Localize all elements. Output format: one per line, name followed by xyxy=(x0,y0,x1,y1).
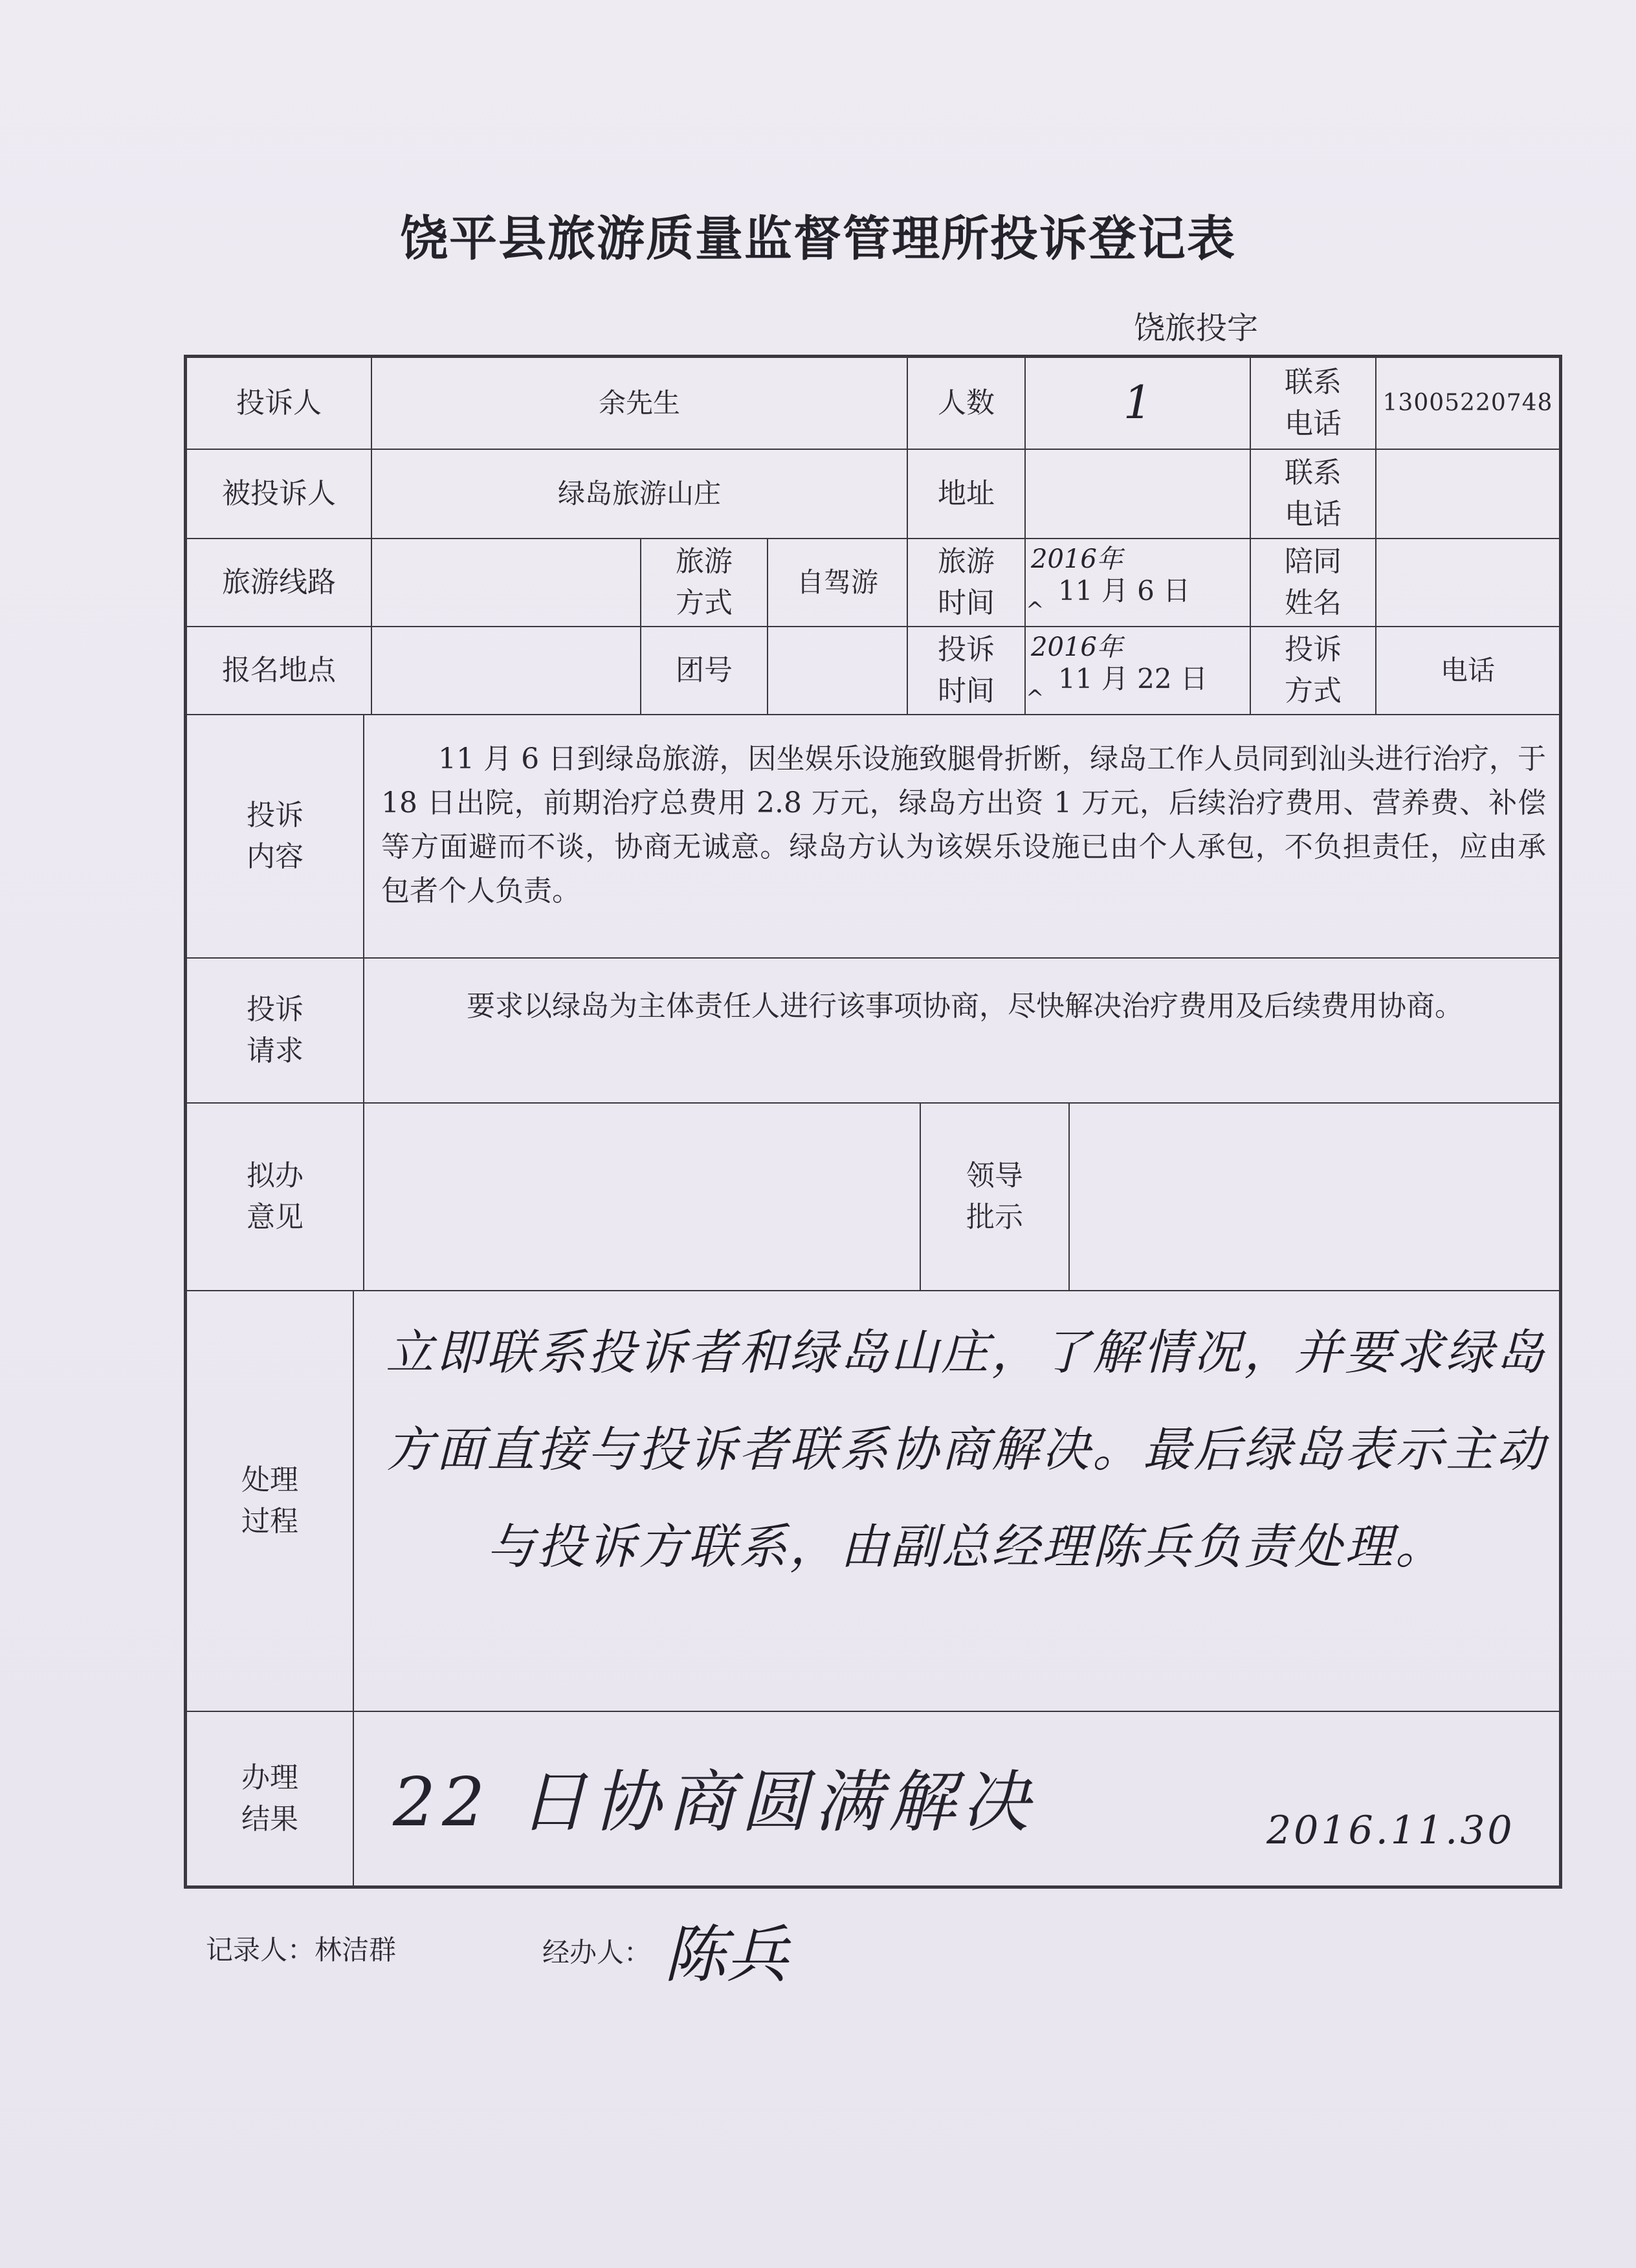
label-group-number: 团号 xyxy=(640,626,768,715)
value-complaint-request: 要求以绿岛为主体责任人进行该事项协商，尽快解决治疗费用及后续费用协商。 xyxy=(467,990,1463,1023)
label-complainant: 投诉人 xyxy=(186,357,372,450)
label-respondent: 被投诉人 xyxy=(186,449,372,539)
label-companion-name: 陪同 姓名 xyxy=(1250,538,1376,627)
value-handling-result-date-handwritten: 2016.11.30 xyxy=(1266,1808,1515,1853)
label-complaint-request: 投诉 请求 xyxy=(186,957,364,1104)
label-travel-mode: 旅游 方式 xyxy=(640,538,768,627)
travel-time-year-handwritten: 2016年 xyxy=(1031,544,1123,574)
value-address xyxy=(1024,449,1251,539)
value-travel-mode: 自驾游 xyxy=(767,538,908,627)
label-complaint-time: 投诉 时间 xyxy=(907,626,1026,715)
value-tour-route xyxy=(371,538,641,627)
complaint-form-table xyxy=(184,355,1562,1889)
recorder-label: 记录人： xyxy=(206,1934,315,1966)
value-group-number xyxy=(767,626,908,715)
value-contact-phone: 13005220748 xyxy=(1375,357,1560,450)
recorder-field xyxy=(206,1929,396,1968)
value-leader-instruction xyxy=(1068,1102,1560,1291)
value-respondent: 绿岛旅游山庄 xyxy=(371,449,908,539)
label-contact-phone-respondent: 联系 电话 xyxy=(1250,449,1376,539)
label-tour-route: 旅游线路 xyxy=(186,538,372,627)
label-leader-instruction: 领导 批示 xyxy=(920,1102,1070,1291)
value-handling-process-handwritten: 立即联系投诉者和绿岛山庄，了解情况，并要求绿岛方面直接与投诉者联系协商解决。最后绿岛表示主动与投诉方联系，由副总经理陈兵负责处理。 xyxy=(386,1325,1547,1575)
value-contact-phone-respondent xyxy=(1375,449,1560,539)
handling-result-cell xyxy=(353,1711,1560,1887)
label-handling-process: 处理 过程 xyxy=(186,1290,354,1712)
value-complaint-time-cell xyxy=(1024,626,1251,715)
label-people-count: 人数 xyxy=(907,357,1026,450)
value-complaint-method: 电话 xyxy=(1375,626,1560,715)
value-travel-time-cell xyxy=(1024,538,1251,627)
value-people-count: 1 xyxy=(1024,357,1251,450)
handler-label: 经办人： xyxy=(542,1937,652,1968)
label-complaint-content: 投诉 内容 xyxy=(186,714,364,959)
handling-process-cell xyxy=(353,1290,1560,1712)
label-contact-phone: 联系 电话 xyxy=(1250,357,1376,450)
value-complaint-content: 11 月 6 日到绿岛旅游，因坐娱乐设施致腿骨折断，绿岛工作人员同到汕头进行治疗，于 18 日出院，前期治疗总费用 2.8 万元，绿岛方出资 1 万元，后续治疗费用、营养费、补偿等方面避而不谈，协商无诚意。绿岛方认为该娱乐设施已由个人承包，不负担责任，应由承包者个人负责。 xyxy=(381,742,1546,907)
complaint-time-year-handwritten: 2016年 xyxy=(1031,632,1123,662)
label-address: 地址 xyxy=(907,449,1026,539)
value-handling-result-handwritten: 22 日协商圆满解决 xyxy=(393,1762,1036,1841)
label-proposed-opinion: 拟办 意见 xyxy=(186,1102,364,1291)
value-proposed-opinion xyxy=(363,1102,921,1291)
value-signup-place xyxy=(371,626,641,715)
value-travel-time: 11 月 6 日 xyxy=(1058,575,1191,606)
value-complainant: 余先生 xyxy=(371,357,908,450)
page-title: 饶平县旅游质量监督管理所投诉登记表 xyxy=(400,211,1236,267)
complaint-request-cell xyxy=(363,957,1560,1104)
value-complaint-time: 11 月 22 日 xyxy=(1058,663,1208,695)
complaint-content-cell xyxy=(363,714,1560,959)
label-travel-time: 旅游 时间 xyxy=(907,538,1026,627)
label-complaint-method: 投诉 方式 xyxy=(1250,626,1376,715)
label-signup-place: 报名地点 xyxy=(186,626,372,715)
insert-caret-mark: ^ xyxy=(1026,685,1045,711)
insert-caret-mark: ^ xyxy=(1026,597,1045,623)
recorder-name: 林洁群 xyxy=(315,1934,397,1966)
document-number-label: 饶旅投字 xyxy=(1134,310,1259,346)
handler-signature: 陈兵 xyxy=(664,1918,788,1991)
value-companion-name xyxy=(1375,538,1560,627)
label-handling-result: 办理 结果 xyxy=(186,1711,354,1887)
